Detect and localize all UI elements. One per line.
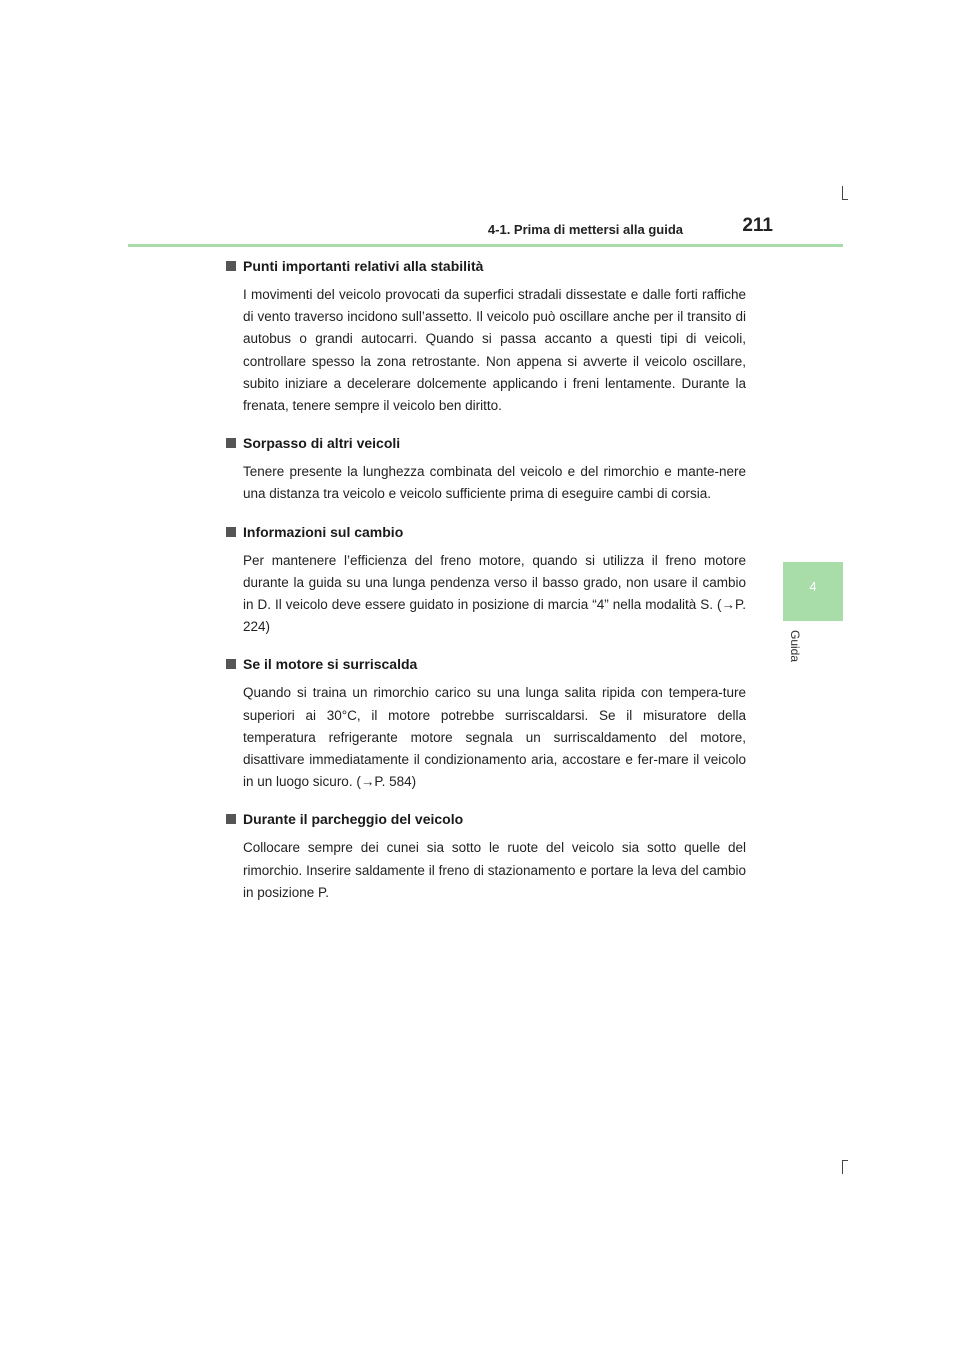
crop-mark-top-foot bbox=[842, 199, 848, 200]
header-section-title: 4-1. Prima di mettersi alla guida bbox=[487, 222, 683, 237]
section-heading bbox=[226, 520, 746, 544]
chapter-number: 4 bbox=[809, 579, 817, 594]
square-bullet-icon bbox=[226, 814, 236, 824]
chapter-tab bbox=[783, 562, 843, 621]
section-heading bbox=[226, 807, 746, 831]
page-number: 211 bbox=[742, 215, 773, 236]
section-overtaking bbox=[226, 431, 746, 505]
square-bullet-icon bbox=[226, 527, 236, 537]
section-title: Informazioni sul cambio bbox=[243, 523, 404, 540]
crop-mark-bottom bbox=[842, 1160, 843, 1174]
section-heading bbox=[226, 254, 746, 278]
section-title: Se il motore si surriscalda bbox=[243, 656, 418, 673]
page-content bbox=[226, 254, 746, 918]
crop-mark-bottom-foot bbox=[842, 1160, 848, 1161]
section-body: Per mantenere l’efficienza del freno motore, quando si utilizza il freno motore durante la guida su una lunga pendenza verso il basso grado, non usare il cambio in D. Il veicolo deve essere guidato in posizione di marcia “4” nella modalità S. (→P. 224) bbox=[243, 552, 746, 635]
chapter-label: Guida bbox=[788, 630, 802, 663]
square-bullet-icon bbox=[226, 659, 236, 669]
square-bullet-icon bbox=[226, 438, 236, 448]
section-heading bbox=[226, 652, 746, 676]
square-bullet-icon bbox=[226, 261, 236, 271]
header-rule bbox=[128, 244, 843, 247]
section-heading bbox=[226, 431, 746, 455]
section-stability bbox=[226, 254, 746, 417]
page-header bbox=[128, 212, 843, 244]
section-title: Punti importanti relativi alla stabilità bbox=[243, 258, 484, 274]
section-body: Tenere presente la lunghezza combinata del veicolo e del rimorchio e mante-nere una distanza tra veicolo e veicolo sufficiente prima di eseguire cambi di corsia. bbox=[243, 464, 746, 502]
section-body: Collocare sempre dei cunei sia sotto le ruote del veicolo sia sotto quelle del rimorchio. Inserire saldamente il freno di stazionamento e portare la leva del cambio in posizione P. bbox=[243, 840, 746, 900]
section-body: Quando si traina un rimorchio carico su una lunga salita ripida con tempera-ture superiori ai 30°C, il motore potrebbe surriscaldarsi. Se il misuratore della temperatura refrigerante motore segnala un surriscaldamento del motore, disattivare immediatamente il condizionamento aria, accostare e fer-mare il veicolo in un luogo sicuro. (→P. 584) bbox=[243, 685, 746, 790]
section-overheating bbox=[226, 652, 746, 793]
crop-mark-top bbox=[842, 186, 843, 200]
section-body: I movimenti del veicolo provocati da superfici stradali dissestate e dalle forti raffiche di vento traverso incidono sull’assetto. Il veicolo può oscillare anche per il transito di autobus o grandi autocarri. Quando si passa accanto a questi tipi di veicoli, controllare spesso la zona retrostante. Non appena si avverte il veicolo oscillare, subito iniziare a decelerare dolcemente applicando i freni lentamente. Durante la frenata, tenere sempre il veicolo ben diritto. bbox=[243, 287, 746, 414]
section-parking bbox=[226, 807, 746, 904]
section-title: Durante il parcheggio del veicolo bbox=[243, 811, 464, 828]
section-title: Sorpasso di altri veicoli bbox=[243, 435, 401, 452]
section-transmission bbox=[226, 520, 746, 639]
